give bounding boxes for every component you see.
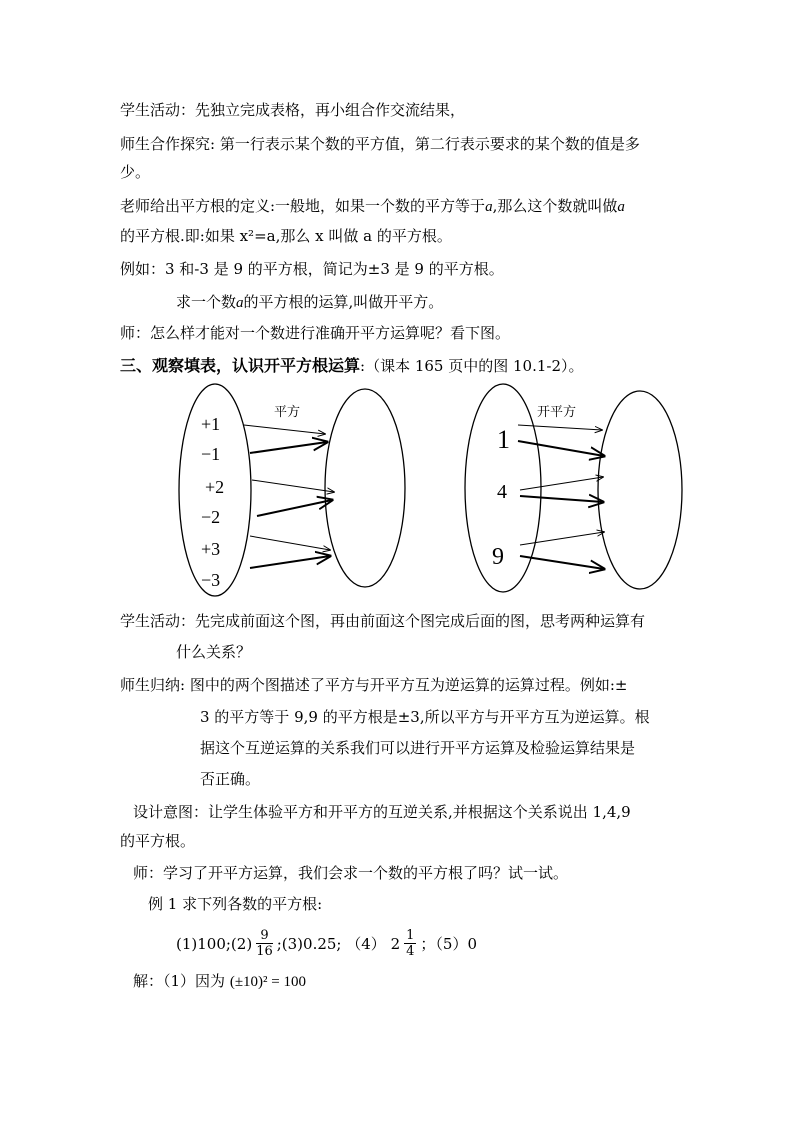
right-value: 4 — [497, 481, 507, 503]
paragraph-cooperation-line2: 少。 — [120, 163, 151, 181]
arrow — [518, 425, 602, 430]
variable-a: a — [236, 295, 244, 311]
operation-text-2: 的平方根的运算,叫做开平方。 — [243, 293, 444, 311]
paragraph-teacher-question: 师：怎么样才能对一个数进行准确开平方运算呢？看下图。 — [120, 324, 511, 342]
section-heading-reference: :（课本 165 页中的图 10.1-2）。 — [360, 357, 584, 375]
paragraph-example: 例如：3 和-3 是 9 的平方根，简记为±3 是 9 的平方根。 — [120, 260, 504, 278]
mixed-fraction-part — [404, 928, 416, 959]
paragraph-summary-line3: 据这个互逆运算的关系我们可以进行开平方运算及检验运算结果是 — [200, 739, 636, 757]
left-codomain-ellipse — [325, 389, 405, 587]
example-item-3-4: ;(3)0.25; （4） 2 — [276, 934, 401, 953]
section-heading — [120, 355, 584, 377]
fraction-numerator: 9 — [256, 928, 273, 944]
variable-a: a — [485, 199, 493, 215]
fraction-numerator: 1 — [406, 928, 415, 943]
paragraph-summary-line1: 师生归纳: 图中的两个图描述了平方与开平方互为逆运算的运算过程。例如:± — [120, 676, 628, 694]
paragraph-cooperation-line1: 师生合作探究: 第一行表示某个数的平方值，第二行表示要求的某个数的值是多 — [120, 135, 640, 153]
paragraph-definition-line2: 的平方根.即:如果 x²=a,那么 x 叫做 a 的平方根。 — [120, 227, 452, 245]
square-label: 平方 — [274, 404, 301, 419]
arrow — [518, 441, 604, 456]
left-value: +1 — [201, 414, 221, 434]
example-items — [176, 928, 477, 959]
solution-expression: (±10)² = 100 — [229, 974, 307, 990]
variable-a: a — [617, 199, 625, 215]
arrow — [244, 425, 325, 434]
right-codomain-ellipse — [598, 391, 682, 589]
paragraph-student-activity-2-line2: 什么关系？ — [176, 643, 252, 661]
example-item-5: ；（5）0 — [420, 934, 477, 953]
arrow — [250, 536, 330, 550]
left-value: +3 — [201, 539, 221, 559]
paragraph-design-intent-line1: 设计意图：让学生体验平方和开平方的互逆关系,并根据这个关系说出 1,4,9 — [133, 803, 631, 821]
solution-line — [133, 970, 306, 993]
section-heading-bold: 三、观察填表，认识开平方根运算 — [120, 356, 361, 375]
left-value: −3 — [201, 570, 221, 590]
arrow — [257, 500, 332, 516]
arrow — [520, 477, 603, 490]
arrow — [252, 480, 334, 492]
example-item-1-2: (1)100;(2) — [176, 934, 253, 953]
definition-text-2: ,那么这个数就叫做 — [492, 197, 618, 215]
paragraph-design-intent-line2: 的平方根。 — [120, 832, 196, 850]
fraction-denominator: 4 — [406, 944, 415, 959]
example-title: 例 1 求下列各数的平方根: — [148, 895, 323, 913]
operation-text-1: 求一个数 — [176, 293, 237, 311]
left-value: +2 — [205, 477, 225, 497]
arrow — [520, 556, 604, 569]
solution-text: 解：（1）因为 — [133, 972, 226, 990]
arrow — [520, 496, 603, 502]
definition-text-1: 老师给出平方根的定义:一般地，如果一个数的平方等于 — [120, 197, 486, 215]
arrow — [250, 556, 330, 568]
left-value: −2 — [201, 507, 221, 527]
paragraph-summary-line4: 否正确。 — [200, 770, 261, 788]
paragraph-student-activity-2-line1: 学生活动：先完成前面这个图，再由前面这个图完成后面的图，思考两种运算有 — [120, 612, 646, 630]
paragraph-student-activity: 学生活动：先独立完成表格，再小组合作交流结果， — [120, 101, 466, 119]
square-root-label: 开平方 — [537, 404, 577, 419]
paragraph-square-root-operation — [176, 291, 443, 314]
fraction-denominator: 16 — [256, 944, 273, 959]
left-value: −1 — [201, 444, 221, 464]
paragraph-summary-line2: 3 的平方等于 9,9 的平方根是±3,所以平方与开平方互为逆运算。根 — [200, 708, 650, 726]
right-value: 9 — [492, 544, 504, 570]
paragraph-definition-line1 — [120, 195, 625, 218]
arrow — [520, 532, 604, 545]
mapping-diagram — [0, 380, 794, 610]
fraction-nine-sixteenths — [256, 928, 273, 959]
paragraph-teacher-try: 师：学习了开平方运算，我们会求一个数的平方根了吗？试一试。 — [133, 864, 569, 882]
arrow — [250, 442, 327, 453]
right-value: 1 — [497, 425, 510, 454]
